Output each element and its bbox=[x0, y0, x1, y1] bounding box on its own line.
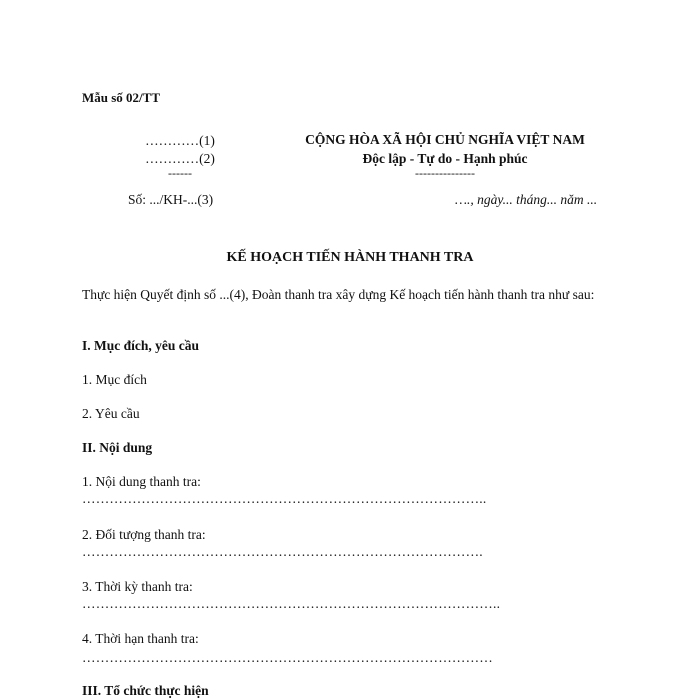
national-header-separator: --------------- bbox=[415, 166, 475, 180]
reference-number: Số: .../KH-...(3) bbox=[128, 192, 214, 207]
section-2-item-4-fill-line: ……………………………………………………………………………… bbox=[82, 650, 493, 665]
section-1-item-2: 2. Yêu cầu bbox=[82, 406, 140, 421]
section-2-item-2: 2. Đối tượng thanh tra: bbox=[82, 527, 206, 542]
section-2-item-1-fill-line: …………………………………………………………………………….. bbox=[82, 491, 487, 506]
national-header-block bbox=[270, 130, 620, 178]
issuing-agency-separator: ------ bbox=[168, 166, 192, 180]
section-3-heading: III. Tổ chức thực hiện bbox=[82, 683, 209, 698]
section-1-item-1: 1. Mục đích bbox=[82, 372, 147, 387]
section-2-heading: II. Nội dung bbox=[82, 440, 153, 455]
country-name: CỘNG HÒA XÃ HỘI CHỦ NGHĨA VIỆT NAM bbox=[305, 132, 585, 147]
issuing-agency-block bbox=[110, 132, 250, 178]
section-2-item-3-fill-line: ……………………………………………………………………………….. bbox=[82, 596, 501, 611]
section-2-item-4: 4. Thời hạn thanh tra: bbox=[82, 631, 199, 646]
intro-paragraph: Thực hiện Quyết định số ...(4), Đoàn thanh tra xây dựng Kế hoạch tiến hành thanh tra như sau: bbox=[82, 287, 595, 302]
issuing-agency-line1: …………(1) bbox=[145, 133, 215, 148]
section-2-item-3: 3. Thời kỳ thanh tra: bbox=[82, 579, 193, 594]
document-title: KẾ HOẠCH TIẾN HÀNH THANH TRA bbox=[226, 250, 474, 265]
section-2-item-2-fill-line: ……………………………………………………………………………. bbox=[82, 544, 483, 559]
national-motto: Độc lập - Tự do - Hạnh phúc bbox=[362, 151, 528, 166]
section-1-heading: I. Mục đích, yêu cầu bbox=[82, 338, 200, 353]
issuing-agency-line2: …………(2) bbox=[145, 151, 215, 166]
date-line: …., ngày... tháng... năm ... bbox=[455, 192, 598, 207]
form-number: Mẫu số 02/TT bbox=[82, 90, 161, 105]
section-2-item-1: 1. Nội dung thanh tra: bbox=[82, 474, 201, 489]
